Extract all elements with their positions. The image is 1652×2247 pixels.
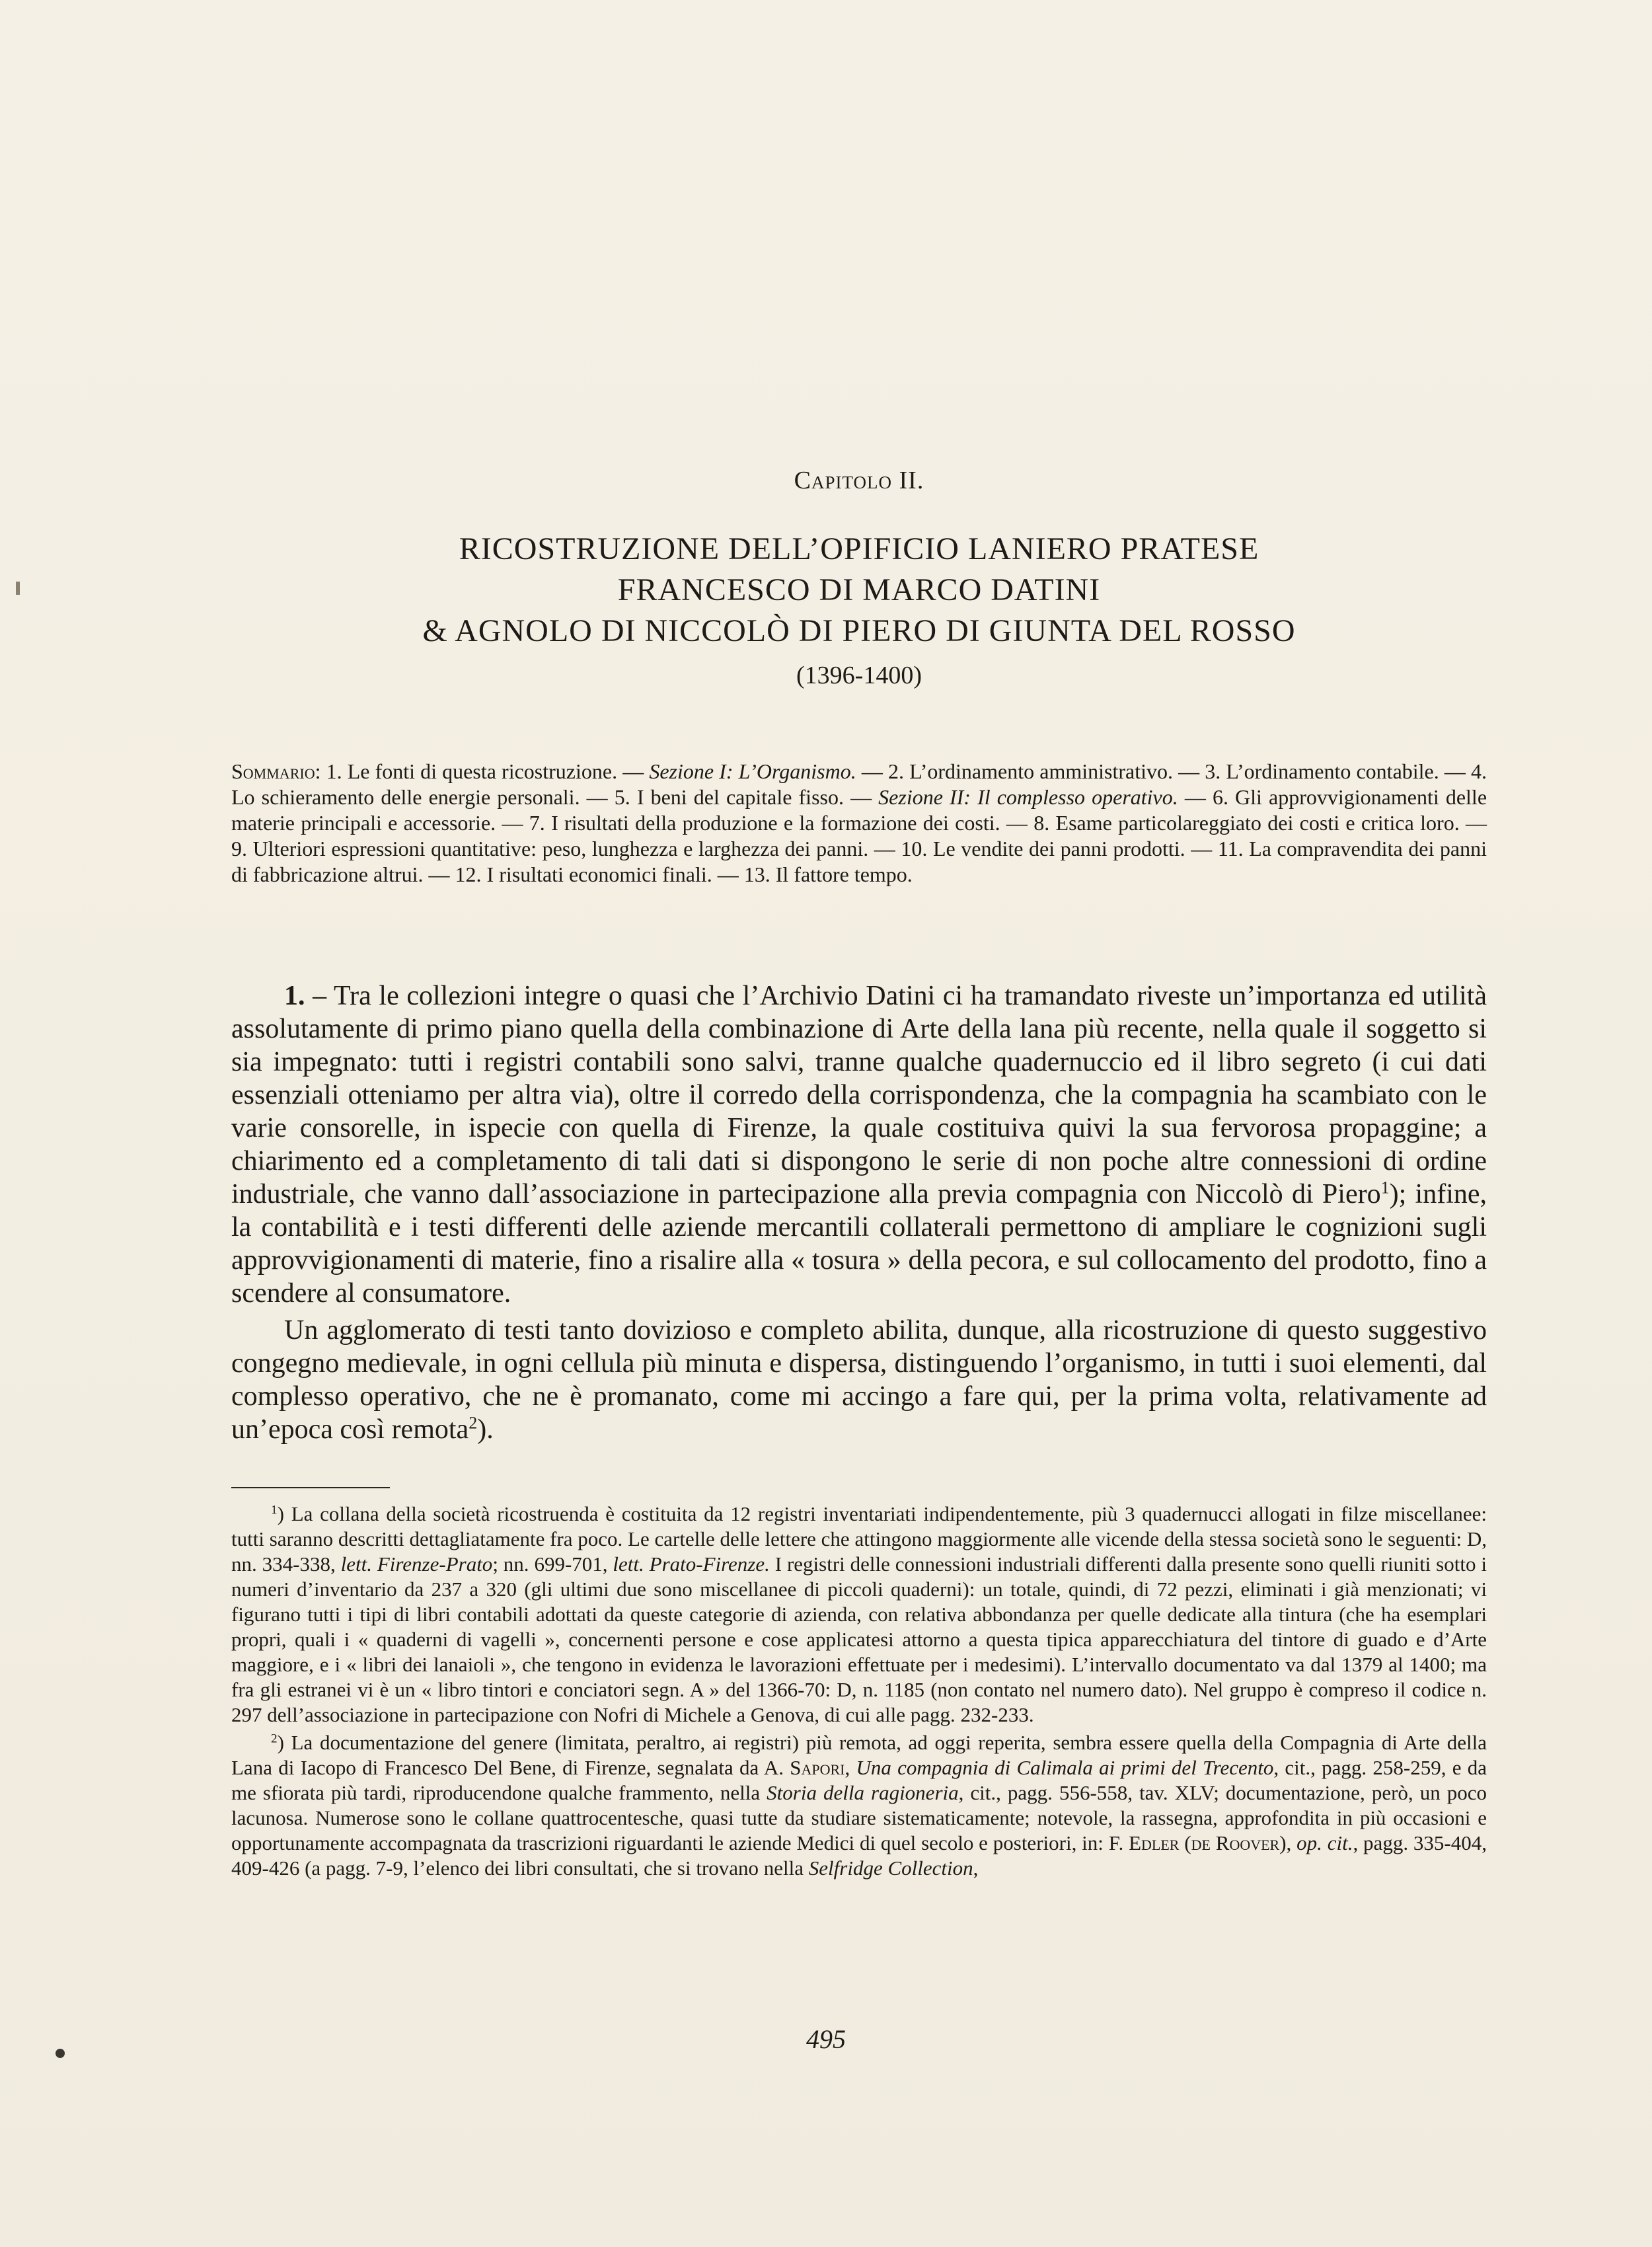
footnote-1-italic-1: lett. Firenze-Prato [340, 1552, 493, 1576]
paragraph-1-text-a: – Tra le collezioni integre o quasi che l’Archivio Datini ci ha tramandato riveste un’importanza ed utilità assolutamente di primo piano quella della combinazione di Arte della lana più recente, nella quale il soggetto si sia impegnato: tutti i registri contabili sono salvi, tranne qualche quadernuccio ed il libro segreto (i cui dati essenziali otteniamo per altra via), oltre il corredo della corrispondenza, che la compagnia ha scambiato con le varie consorelle, in ispecie con quella di Firenze, la quale costituiva quivi la sua fervorosa propaggine; a chiarimento ed a completamento di tali dati si dispongono le serie di non poche altre connessioni di ordine industriale, che vanno dall’associazione in partecipazione alla previa compagnia con Niccolò di Piero [231, 981, 1487, 1209]
footnote-2-text-d: , cit., pagg. 556-558, tav. XLV; documentazione, però, un poco lacunosa. Numerose sono le collane quattrocentesche, quasi tutte da studiare sistematicamente; notevole, la rassegna, approfondita in più occasioni e opportunamente accompagnata da trascrizioni riguardanti le aziende Medici di quel secolo e posteriori, in: F. [231, 1781, 1487, 1854]
paragraph-2-text-b: ). [477, 1414, 494, 1445]
footnote-2-text-f: , pagg. 335-404, 409-426 (a pagg. 7-9, l’elenco dei libri consultati, che si trovano nella [231, 1831, 1487, 1880]
footnote-2-text-b: , [845, 1756, 856, 1779]
paragraph-1 [231, 979, 1487, 1310]
footnote-1-marker: 1 [271, 1503, 278, 1517]
chapter-title [231, 529, 1487, 652]
chapter-label: Capitolo [794, 467, 893, 494]
title-line-2: FRANCESCO DI MARCO DATINI [617, 572, 1101, 607]
paragraph-1-text-b: ); infine, la contabilità e i testi differenti delle aziende mercantili collaterali permettono di ampliare le cognizioni sugli approvvigionamenti di materie, fino a risalire alla « tosura » della pecora, e sul collocamento del prodotto, fino a scendere al consumatore. [231, 1179, 1487, 1309]
footnote-2-italic-2: Storia della ragioneria [767, 1781, 959, 1804]
body-text [231, 979, 1487, 1446]
paragraph-number: 1. [284, 981, 305, 1011]
summary-section-2: Sezione II: Il complesso operativo. [878, 785, 1178, 809]
footnote-1 [231, 1502, 1487, 1728]
title-line-1: RICOSTRUZIONE DELL’OPIFICIO LANIERO PRATESE [459, 531, 1259, 566]
footnote-1-text-a: ) La collana della società ricostruenda è costituita da 12 registri inventariati indipendentemente, più 3 quadernucci allogati in filze miscellanee: tutti saranno descritti dettagliatamente fra poco. Le cartelle delle lettere che attingono maggiormente alle vicende della stessa società sono le seguenti: D, nn. 334-338, [231, 1502, 1487, 1576]
paragraph-2-text-a: Un agglomerato di testi tanto dovizioso e completo abilita, dunque, alla ricostruzione di questo suggestivo congegno medievale, in ogni cellula più minuta e dispersa, distinguendo l’organismo, in tutti i suoi elementi, dal complesso operativo, che ne è promanato, come mi accingo a fare qui, per la prima volta, relativamente ad un’epoca così remota [231, 1315, 1487, 1445]
page-number: 495 [806, 2024, 846, 2054]
summary-lead: Sommario [231, 759, 315, 783]
footnote-2 [231, 1730, 1487, 1881]
chapter-number: II. [899, 467, 924, 494]
summary-text-2: — 2. L’ordinamento amministrativo. — 3. L’ordinamento contabile. — 4. Lo schieramento delle energie personali. — 5. I beni del capitale fisso. — [231, 759, 1487, 809]
footnote-rule [231, 1487, 390, 1488]
paragraph-2 [231, 1314, 1487, 1446]
summary-text-3: — 6. Gli approvvigionamenti delle materie principali e accessorie. — 7. I risultati della produzione e la formazione dei costi. — 8. Esame particolareggiato dei costi e critica loro. — 9. Ulteriori espressioni quantitative: peso, lunghezza e larghezza dei panni. — 10. Le vendite dei panni prodotti. — 11. La compravendita dei panni di fabbricazione altrui. — 12. I risultati economici finali. — 13. Il fattore tempo. [231, 785, 1487, 886]
summary-block [231, 759, 1487, 888]
footnote-ref-2[interactable]: 2 [469, 1413, 478, 1433]
footnotes [231, 1502, 1487, 1881]
footnote-2-text-e: , [1286, 1831, 1297, 1854]
footnote-2-marker: 2 [271, 1732, 278, 1746]
footnote-2-author-1: Sapori [790, 1756, 845, 1779]
footnote-2-text-a: ) La documentazione del genere (limitata, peraltro, ai registri) più remota, ad oggi reperita, sembra essere quella della Compagnia di Arte della Lana di Iacopo di Francesco Del Bene, di Firenze, segnalata da A. [231, 1731, 1487, 1779]
summary-section-1: Sezione I: L’Organismo. [649, 759, 856, 783]
footnote-1-text-c: I registri delle connessioni industriali differenti dalla presente sono quelli riuniti sotto i numeri d’inventario da 237 a 320 (gli ultimi due sono miscellanee di piccoli quaderni): un totale, quindi, di 72 pezzi, eliminati i già menzionati; vi figurano tutti i tipi di libri contabili adottati da queste categorie di azienda, con relativa abbondanza per quelle dedicate alla tintura (che ha esemplari propri, quali i « quaderni di vagelli », concernenti persone e cose applicatesi attorno a questa tipica apparecchiatura del tintore di guado e d’Arte maggiore, e i « libri dei lanaioli », che tengono in evidenza le lavorazioni effettuate per i medesimi). L’intervallo documentato va dal 1379 al 1400; ma fra gli estranei vi è un « libro tintori e conciatori segn. A » del 1366-70: D, n. 1185 (non contato nel numero dato). Nel gruppo è compreso il codice n. 297 dell’associazione in partecipazione con Nofri di Michele a Genova, di cui alle pagg. 232-233. [231, 1552, 1487, 1726]
footnote-2-italic-4: Selfridge Collection [808, 1856, 973, 1880]
footnote-1-italic-2: lett. Prato-Firenze. [613, 1552, 770, 1576]
title-line-3: & AGNOLO DI NICCOLÒ DI PIERO DI GIUNTA DEL ROSSO [422, 613, 1296, 648]
chapter-heading [231, 466, 1487, 495]
summary-text-1: : 1. Le fonti di questa ricostruzione. — [315, 759, 650, 783]
footnote-2-author-2: Edler (de Roover) [1129, 1831, 1287, 1854]
footnote-ref-1[interactable]: 1 [1380, 1178, 1390, 1198]
footnote-2-italic-3: op. cit. [1296, 1831, 1353, 1854]
margin-mark [16, 582, 20, 595]
footnote-1-text-b: ; nn. 699-701, [492, 1552, 613, 1576]
footnote-2-italic-1: Una compagnia di Calimala ai primi del Trecento [856, 1756, 1274, 1779]
footnote-2-text-g: , [973, 1856, 979, 1880]
footnote-2-text-c: , cit., pagg. 258-259, e da me sfiorata più tardi, riproducendone qualche frammento, nella [231, 1756, 1487, 1804]
title-years: (1396-1400) [796, 662, 922, 689]
